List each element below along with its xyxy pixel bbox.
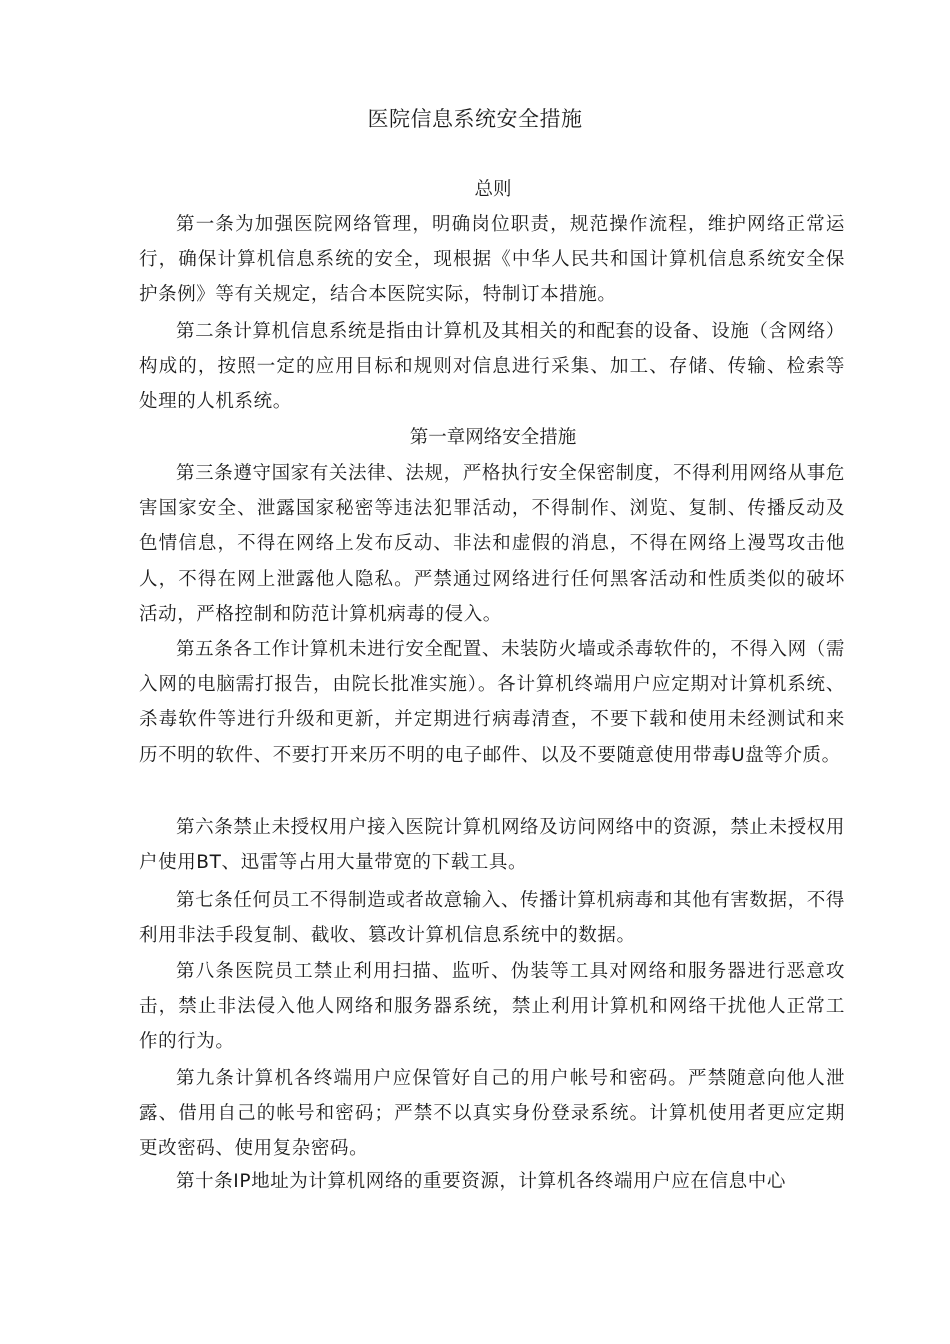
article-1-paragraph: 第一条为加强医院网络管理，明确岗位职责，规范操作流程，维护网络正常运行，确保计算机信息系统的安全，现根据《中华人民共和国计算机信息系统安全保护条例》等有关规定，结合本医院实际，特制订本措施。 (139, 214, 845, 306)
article-8-paragraph: 第八条医院员工禁止利用扫描、监听、伪装等工具对网络和服务器进行恶意攻击，禁止非法侵入他人网络和服务器系统，禁止利用计算机和网络干扰他人正常工作的行为。 (139, 961, 845, 1053)
article-9-paragraph: 第九条计算机各终端用户应保管好自己的用户帐号和密码。严禁随意向他人泄露、借用自己的帐号和密码；严禁不以真实身份登录系统。计算机使用者更应定期更改密码、使用复杂密码。 (139, 1068, 845, 1160)
article-6-paragraph: 第六条禁止未授权用户接入医院计算机网络及访问网络中的资源，禁止未授权用户使用BT、迅雷等占用大量带宽的下载工具。 (139, 817, 845, 874)
section-heading-general: 总则 (474, 179, 512, 200)
document-title: 医院信息系统安全措施 (367, 107, 583, 131)
article-5-paragraph: 第五条各工作计算机未进行安全配置、未装防火墙或杀毒软件的，不得入网（需入网的电脑需打报告，由院长批准实施）。各计算机终端用户应定期对计算机系统、杀毒软件等进行升级和更新，并定期进行病毒清查，不要下载和使用未经测试和来历不明的软件、不要打开来历不明的电子邮件、以及不要随意使用带毒U盘等介质。 (139, 639, 845, 766)
article-2-paragraph: 第二条计算机信息系统是指由计算机及其相关的和配套的设备、设施（含网络）构成的，按照一定的应用目标和规则对信息进行采集、加工、存储、传输、检索等处理的人机系统。 (139, 321, 845, 413)
article-7-paragraph: 第七条任何员工不得制造或者故意输入、传播计算机病毒和其他有害数据，不得利用非法手段复制、截收、篡改计算机信息系统中的数据。 (139, 890, 845, 947)
article-10-paragraph: 第十条IP地址为计算机网络的重要资源，计算机各终端用户应在信息中心 (176, 1171, 786, 1192)
chapter-1-heading: 第一章网络安全措施 (409, 427, 577, 448)
article-3-paragraph: 第三条遵守国家有关法律、法规，严格执行安全保密制度，不得利用网络从事危害国家安全、泄露国家秘密等违法犯罪活动，不得制作、浏览、复制、传播反动及色情信息，不得在网络上发布反动、非法和虚假的消息，不得在网络上漫骂攻击他人，不得在网上泄露他人隐私。严禁通过网络进行任何黑客活动和性质类似的破坏活动，严格控制和防范计算机病毒的侵入。 (139, 463, 845, 625)
